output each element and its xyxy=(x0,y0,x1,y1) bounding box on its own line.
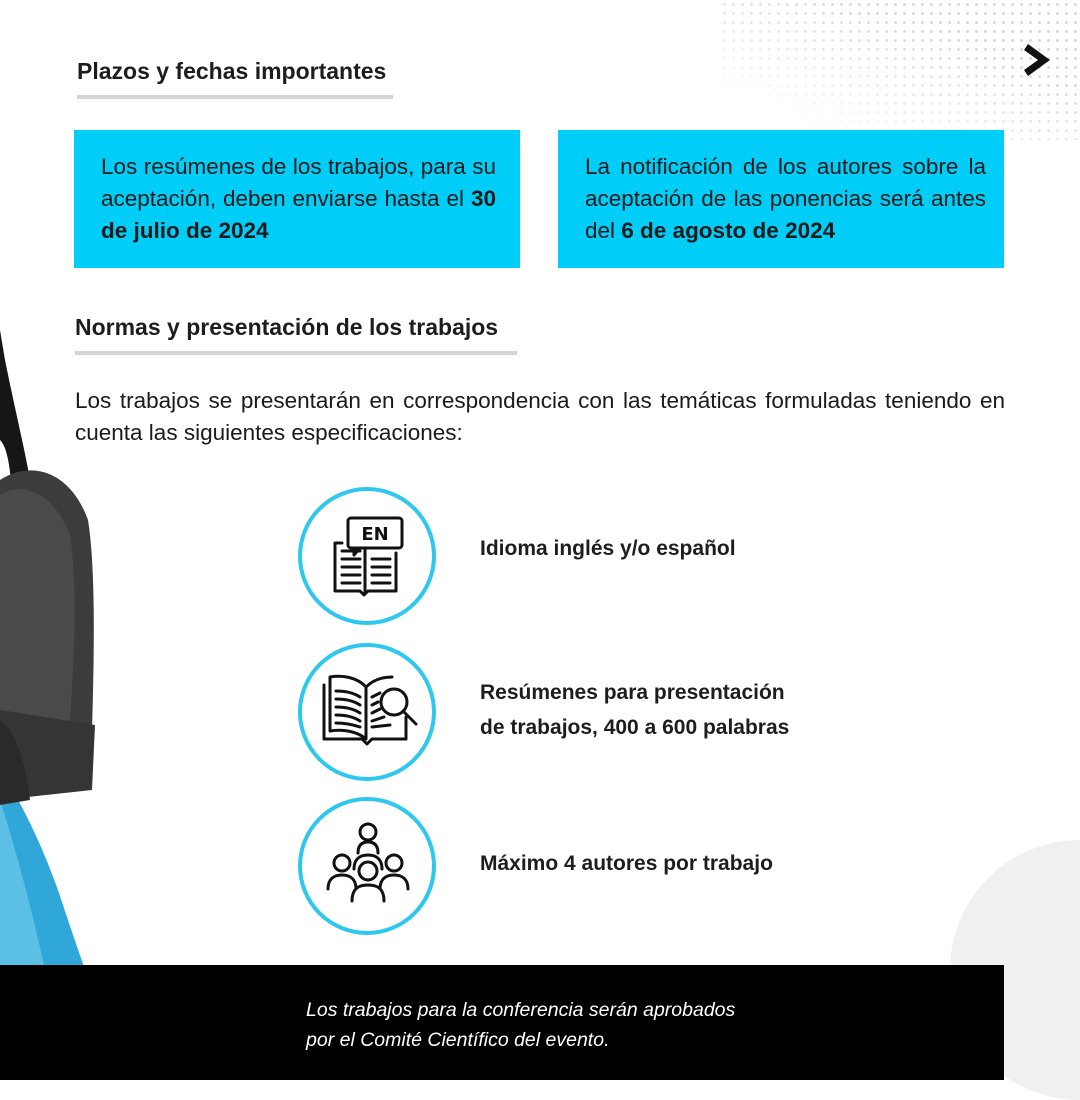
authors-icon-circle xyxy=(298,797,436,935)
footer-note xyxy=(306,995,826,1055)
abstract-icon-circle xyxy=(298,643,436,781)
language-book-icon xyxy=(302,491,432,621)
book-magnifier-icon xyxy=(302,647,432,777)
norms-intro-text: Los trabajos se presentarán en correspondencia con las temáticas formuladas teniendo en cuenta las siguientes especificaciones: xyxy=(75,388,1005,445)
footer-note-line2: por el Comité Científico del evento. xyxy=(306,1029,610,1051)
people-group-icon xyxy=(302,801,432,931)
deadlines-title: Plazos y fechas importantes xyxy=(77,58,393,99)
spec-authors-text xyxy=(480,846,773,881)
abstract-deadline-box xyxy=(74,130,520,268)
spec-abstract-text xyxy=(480,675,789,745)
spec-language-line1: Idioma inglés y/o español xyxy=(480,537,736,560)
notification-deadline-text: La notificación de los autores sobre la aceptación de las ponencias será antes del xyxy=(585,154,986,243)
norms-title: Normas y presentación de los trabajos xyxy=(75,314,517,355)
footer-note-line1: Los trabajos para la conferencia serán aprobados xyxy=(306,999,736,1021)
language-icon-circle xyxy=(298,487,436,625)
next-arrow-icon[interactable] xyxy=(1020,40,1060,80)
spec-authors-line1: Máximo 4 autores por trabajo xyxy=(480,852,773,875)
spec-abstract-line1: Resúmenes para presentación xyxy=(480,681,785,704)
notification-deadline-date: 6 de agosto de 2024 xyxy=(621,218,836,243)
abstract-deadline-text: Los resúmenes de los trabajos, para su aceptación, deben enviarse hasta el xyxy=(101,154,496,211)
notification-deadline-box xyxy=(558,130,1004,268)
abstract-deadline-date: 30 de julio de 2024 xyxy=(101,186,496,243)
spec-language-text xyxy=(480,531,736,566)
language-code-label: EN xyxy=(361,524,389,545)
spec-abstract-line2: de trabajos, 400 a 600 palabras xyxy=(480,716,790,739)
